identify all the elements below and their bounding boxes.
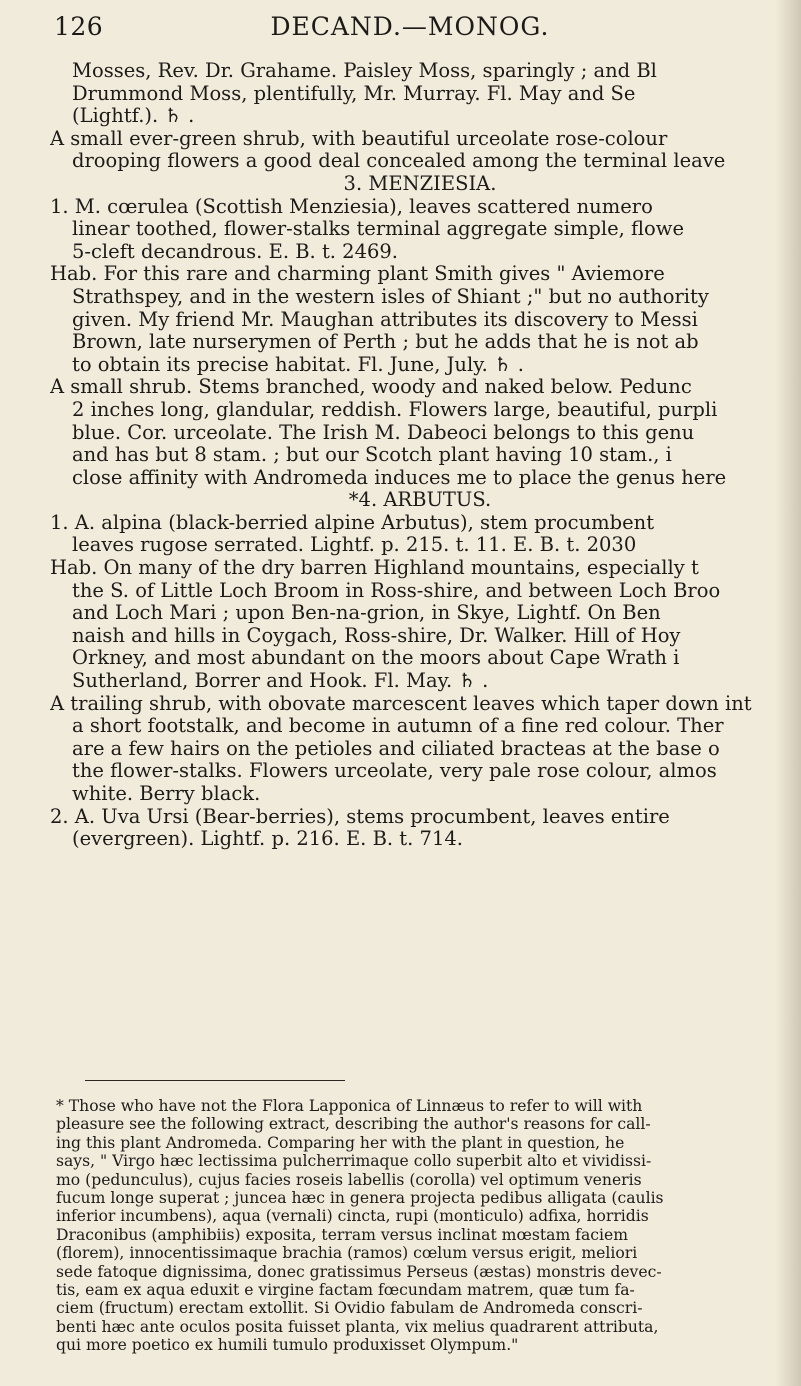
text-line: blue. Cor. urceolate. The Irish M. Dabeoci belongs to this genu bbox=[72, 421, 695, 444]
text-line: Strathspey, and in the western isles of Shiant ;" but no authority bbox=[72, 285, 709, 308]
text-line: the S. of Little Loch Broom in Ross-shire, and between Loch Broo bbox=[72, 579, 721, 602]
running-title: DECAND.—MONOG. bbox=[270, 12, 550, 41]
text-line: and Loch Mari ; upon Ben-na-grion, in Skye, Lightf. On Ben bbox=[72, 602, 661, 625]
text-line: drooping flowers a good deal concealed among the terminal leave bbox=[72, 150, 726, 173]
genus-heading: *4. ARBUTUS. bbox=[348, 489, 492, 512]
footnote-line: qui more poetico ex humili tumulo produxisset Olympum." bbox=[56, 1336, 519, 1355]
page-number: 126 bbox=[54, 12, 104, 41]
text-line: Sutherland, Borrer and Hook. Fl. May. ♄ . bbox=[72, 670, 489, 693]
footnote bbox=[56, 1097, 791, 1355]
text-line: Hab. On many of the dry barren Highland mountains, especially t bbox=[50, 557, 699, 580]
footnote-line: ing this plant Andromeda. Comparing her with the plant in question, he bbox=[56, 1133, 625, 1152]
text-line: 1. M. cœrulea (Scottish Menziesia), leaves scattered numero bbox=[50, 195, 653, 218]
text-line: Hab. For this rare and charming plant Smith gives " Aviemore bbox=[50, 263, 665, 286]
footnote-line: Draconibus (amphibiis) exposita, terram versus inclinat mœstam faciem bbox=[56, 1225, 628, 1244]
text-line: Brown, late nurserymen of Perth ; but he adds that he is not ab bbox=[72, 331, 699, 354]
text-line: A trailing shrub, with obovate marcescent leaves which taper down int bbox=[50, 692, 752, 715]
text-line: (Lightf.). ♄ . bbox=[72, 105, 195, 128]
main-text bbox=[50, 60, 790, 851]
footnote-line: inferior incumbens), aqua (vernali) cincta, rupi (monticulo) adfixa, horridis bbox=[56, 1207, 649, 1226]
footnote-line: mo (pedunculus), cujus facies roseis labellis (corolla) vel optimum veneris bbox=[56, 1170, 642, 1189]
text-line: a short footstalk, and become in autumn of a fine red colour. Ther bbox=[72, 715, 724, 738]
genus-heading: 3. MENZIESIA. bbox=[343, 172, 497, 195]
text-line: Drummond Moss, plentifully, Mr. Murray. Fl. May and Se bbox=[72, 82, 636, 105]
footnote-line: benti hæc ante oculos posita fuisset planta, vix melius quadrarent attributa, bbox=[56, 1317, 659, 1336]
page-edge-shadow bbox=[775, 0, 801, 1386]
footnote-line: says, " Virgo hæc lectissima pulcherrimaque collo superbit alto et vividissi- bbox=[56, 1152, 652, 1171]
text-line: (evergreen). Lightf. p. 216. E. B. t. 714. bbox=[72, 828, 463, 851]
footnote-divider bbox=[85, 1080, 345, 1081]
text-line: linear toothed, flower-stalks terminal aggregate simple, flowe bbox=[72, 218, 685, 241]
text-line: and has but 8 stam. ; but our Scotch plant having 10 stam., i bbox=[72, 444, 672, 467]
text-line: 2 inches long, glandular, reddish. Flowers large, beautiful, purpli bbox=[72, 398, 718, 421]
text-line: Orkney, and most abundant on the moors about Cape Wrath i bbox=[72, 647, 680, 670]
text-line: are a few hairs on the petioles and ciliated bracteas at the base o bbox=[72, 737, 720, 760]
text-line: close affinity with Andromeda induces me to place the genus here bbox=[72, 466, 727, 489]
text-line: 5-cleft decandrous. E. B. t. 2469. bbox=[72, 240, 398, 263]
text-line: A small shrub. Stems branched, woody and naked below. Pedunc bbox=[50, 376, 692, 399]
footnote-line: (florem), innocentissimaque brachia (ramos) cœlum versus erigit, meliori bbox=[56, 1244, 638, 1263]
page-header bbox=[54, 12, 754, 41]
text-line: Mosses, Rev. Dr. Grahame. Paisley Moss, sparingly ; and Bl bbox=[72, 60, 657, 82]
text-line: naish and hills in Coygach, Ross-shire, Dr. Walker. Hill of Hoy bbox=[72, 624, 681, 647]
text-line: 2. A. Uva Ursi (Bear-berries), stems procumbent, leaves entire bbox=[50, 805, 670, 828]
text-line: given. My friend Mr. Maughan attributes its discovery to Messi bbox=[72, 308, 698, 331]
footnote-line: fucum longe superat ; juncea hæc in genera projecta pedibus alligata (caulis bbox=[56, 1189, 664, 1208]
text-line: 1. A. alpina (black-berried alpine Arbutus), stem procumbent bbox=[50, 511, 655, 534]
footnote-line: * Those who have not the Flora Lapponica of Linnæus to refer to will with bbox=[56, 1097, 643, 1115]
text-line: leaves rugose serrated. Lightf. p. 215. t. 11. E. B. t. 2030 bbox=[72, 534, 637, 557]
footnote-line: tis, eam ex aqua eduxit e virgine factam fœcundam matrem, quæ tum fa- bbox=[56, 1281, 635, 1300]
footnote-line: sede fatoque dignissima, donec gratissimus Perseus (æstas) monstris devec- bbox=[56, 1262, 662, 1281]
footnote-line: pleasure see the following extract, describing the author's reasons for call- bbox=[56, 1115, 651, 1134]
text-line: to obtain its precise habitat. Fl. June, July. ♄ . bbox=[72, 353, 524, 376]
text-line: white. Berry black. bbox=[72, 783, 261, 805]
text-line: A small ever-green shrub, with beautiful urceolate rose-colour bbox=[50, 127, 668, 150]
footnote-line: ciem (fructum) erectam extollit. Si Ovidio fabulam de Andromeda conscri- bbox=[56, 1299, 643, 1318]
text-line: the flower-stalks. Flowers urceolate, very pale rose colour, almos bbox=[72, 760, 717, 783]
